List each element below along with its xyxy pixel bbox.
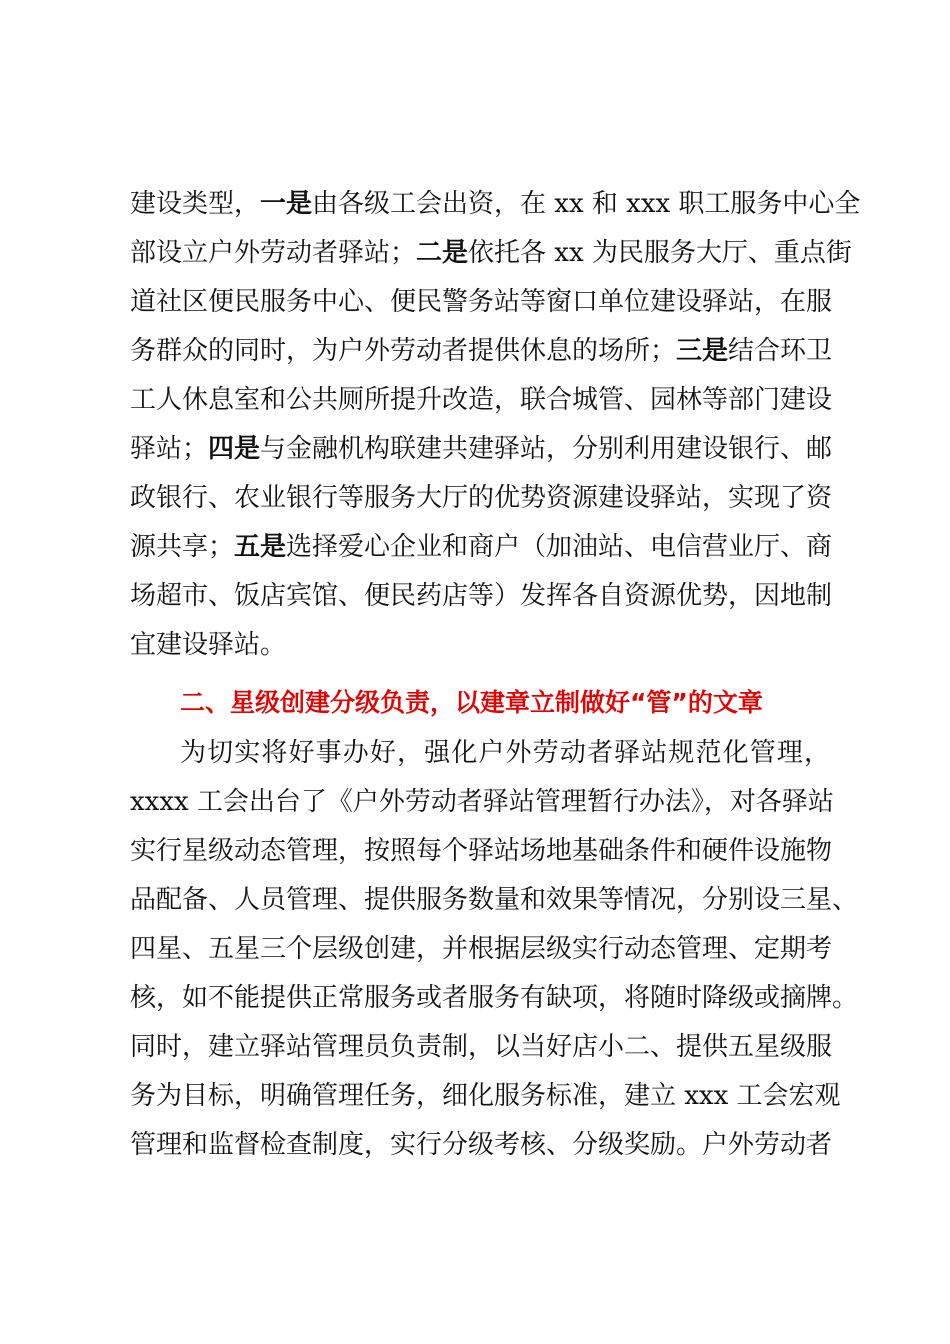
text-run: 驿站；: [130, 434, 209, 464]
text-run: 务群众的同时，为户外劳动者提供休息的场所；: [130, 336, 677, 366]
paragraph1-line10: 宜建设驿站。: [130, 630, 287, 660]
paragraph1-line4: [130, 331, 833, 371]
bold-keyword: 二是: [416, 238, 469, 268]
paragraph1-line9: 场超市、饭店宾馆、便民药店等）发挥各自资源优势，因地制: [130, 581, 833, 611]
text-run: 依托各 xx 为民服务大厅、重点街: [468, 238, 852, 268]
paragraph1-line7: 政银行、农业银行等服务大厅的优势资源建设驿站，实现了资: [130, 483, 833, 513]
paragraph2-line9: 管理和监督检查制度，实行分级考核、分级奖励。户外劳动者: [130, 1130, 833, 1160]
paragraph1-line3: 道社区便民服务中心、便民警务站等窗口单位建设驿站，在服: [130, 287, 833, 317]
paragraph2-line7: 同时，建立驿站管理员负责制，以当好店小二、提供五星级服: [130, 1032, 833, 1062]
section-heading: 二、星级创建分级负责，以建章立制做好“管”的文章: [180, 688, 763, 717]
text-run: 建设类型，: [130, 189, 261, 219]
bold-keyword: 三是: [676, 336, 729, 366]
paragraph2-line8: 务为目标，明确管理任务，细化服务标准，建立 xxx 工会宏观: [130, 1081, 841, 1111]
text-run: 由各级工会出资，在 xx 和 xxx 职工服务中心全: [312, 189, 861, 219]
bold-keyword: 一是: [260, 189, 313, 219]
bold-keyword: 四是: [208, 434, 261, 464]
paragraph1-line5: 工人休息室和公共厕所提升改造，联合城管、园林等部门建设: [130, 385, 833, 415]
text-run: 部设立户外劳动者驿站；: [130, 238, 417, 268]
paragraph1-line1: [130, 184, 861, 224]
paragraph2-line3: 实行星级动态管理，按照每个驿站场地基础条件和硬件设施物: [130, 836, 833, 866]
paragraph1-line8: [130, 527, 833, 567]
paragraph1-line2: [130, 233, 852, 273]
paragraph2-line6: 核，如不能提供正常服务或者服务有缺项，将随时降级或摘牌。: [130, 983, 859, 1013]
paragraph2-line2: xxxx 工会出台了《户外劳动者驿站管理暂行办法》，对各驿站: [130, 787, 834, 817]
text-run: 结合环卫: [728, 336, 833, 366]
paragraph2-line5: 四星、五星三个层级创建，并根据层级实行动态管理、定期考: [130, 934, 833, 964]
text-run: 与金融机构联建共建驿站，分别利用建设银行、邮: [260, 434, 833, 464]
paragraph2-line1: 为切实将好事办好，强化户外劳动者驿站规范化管理，: [180, 738, 830, 768]
bold-keyword: 五是: [234, 532, 287, 562]
paragraph2-line4: 品配备、人员管理、提供服务数量和效果等情况，分别设三星、: [130, 885, 859, 915]
text-run: 源共享；: [130, 532, 235, 562]
text-run: 选择爱心企业和商户（加油站、电信营业厅、商: [286, 532, 833, 562]
paragraph1-line6: [130, 429, 833, 469]
